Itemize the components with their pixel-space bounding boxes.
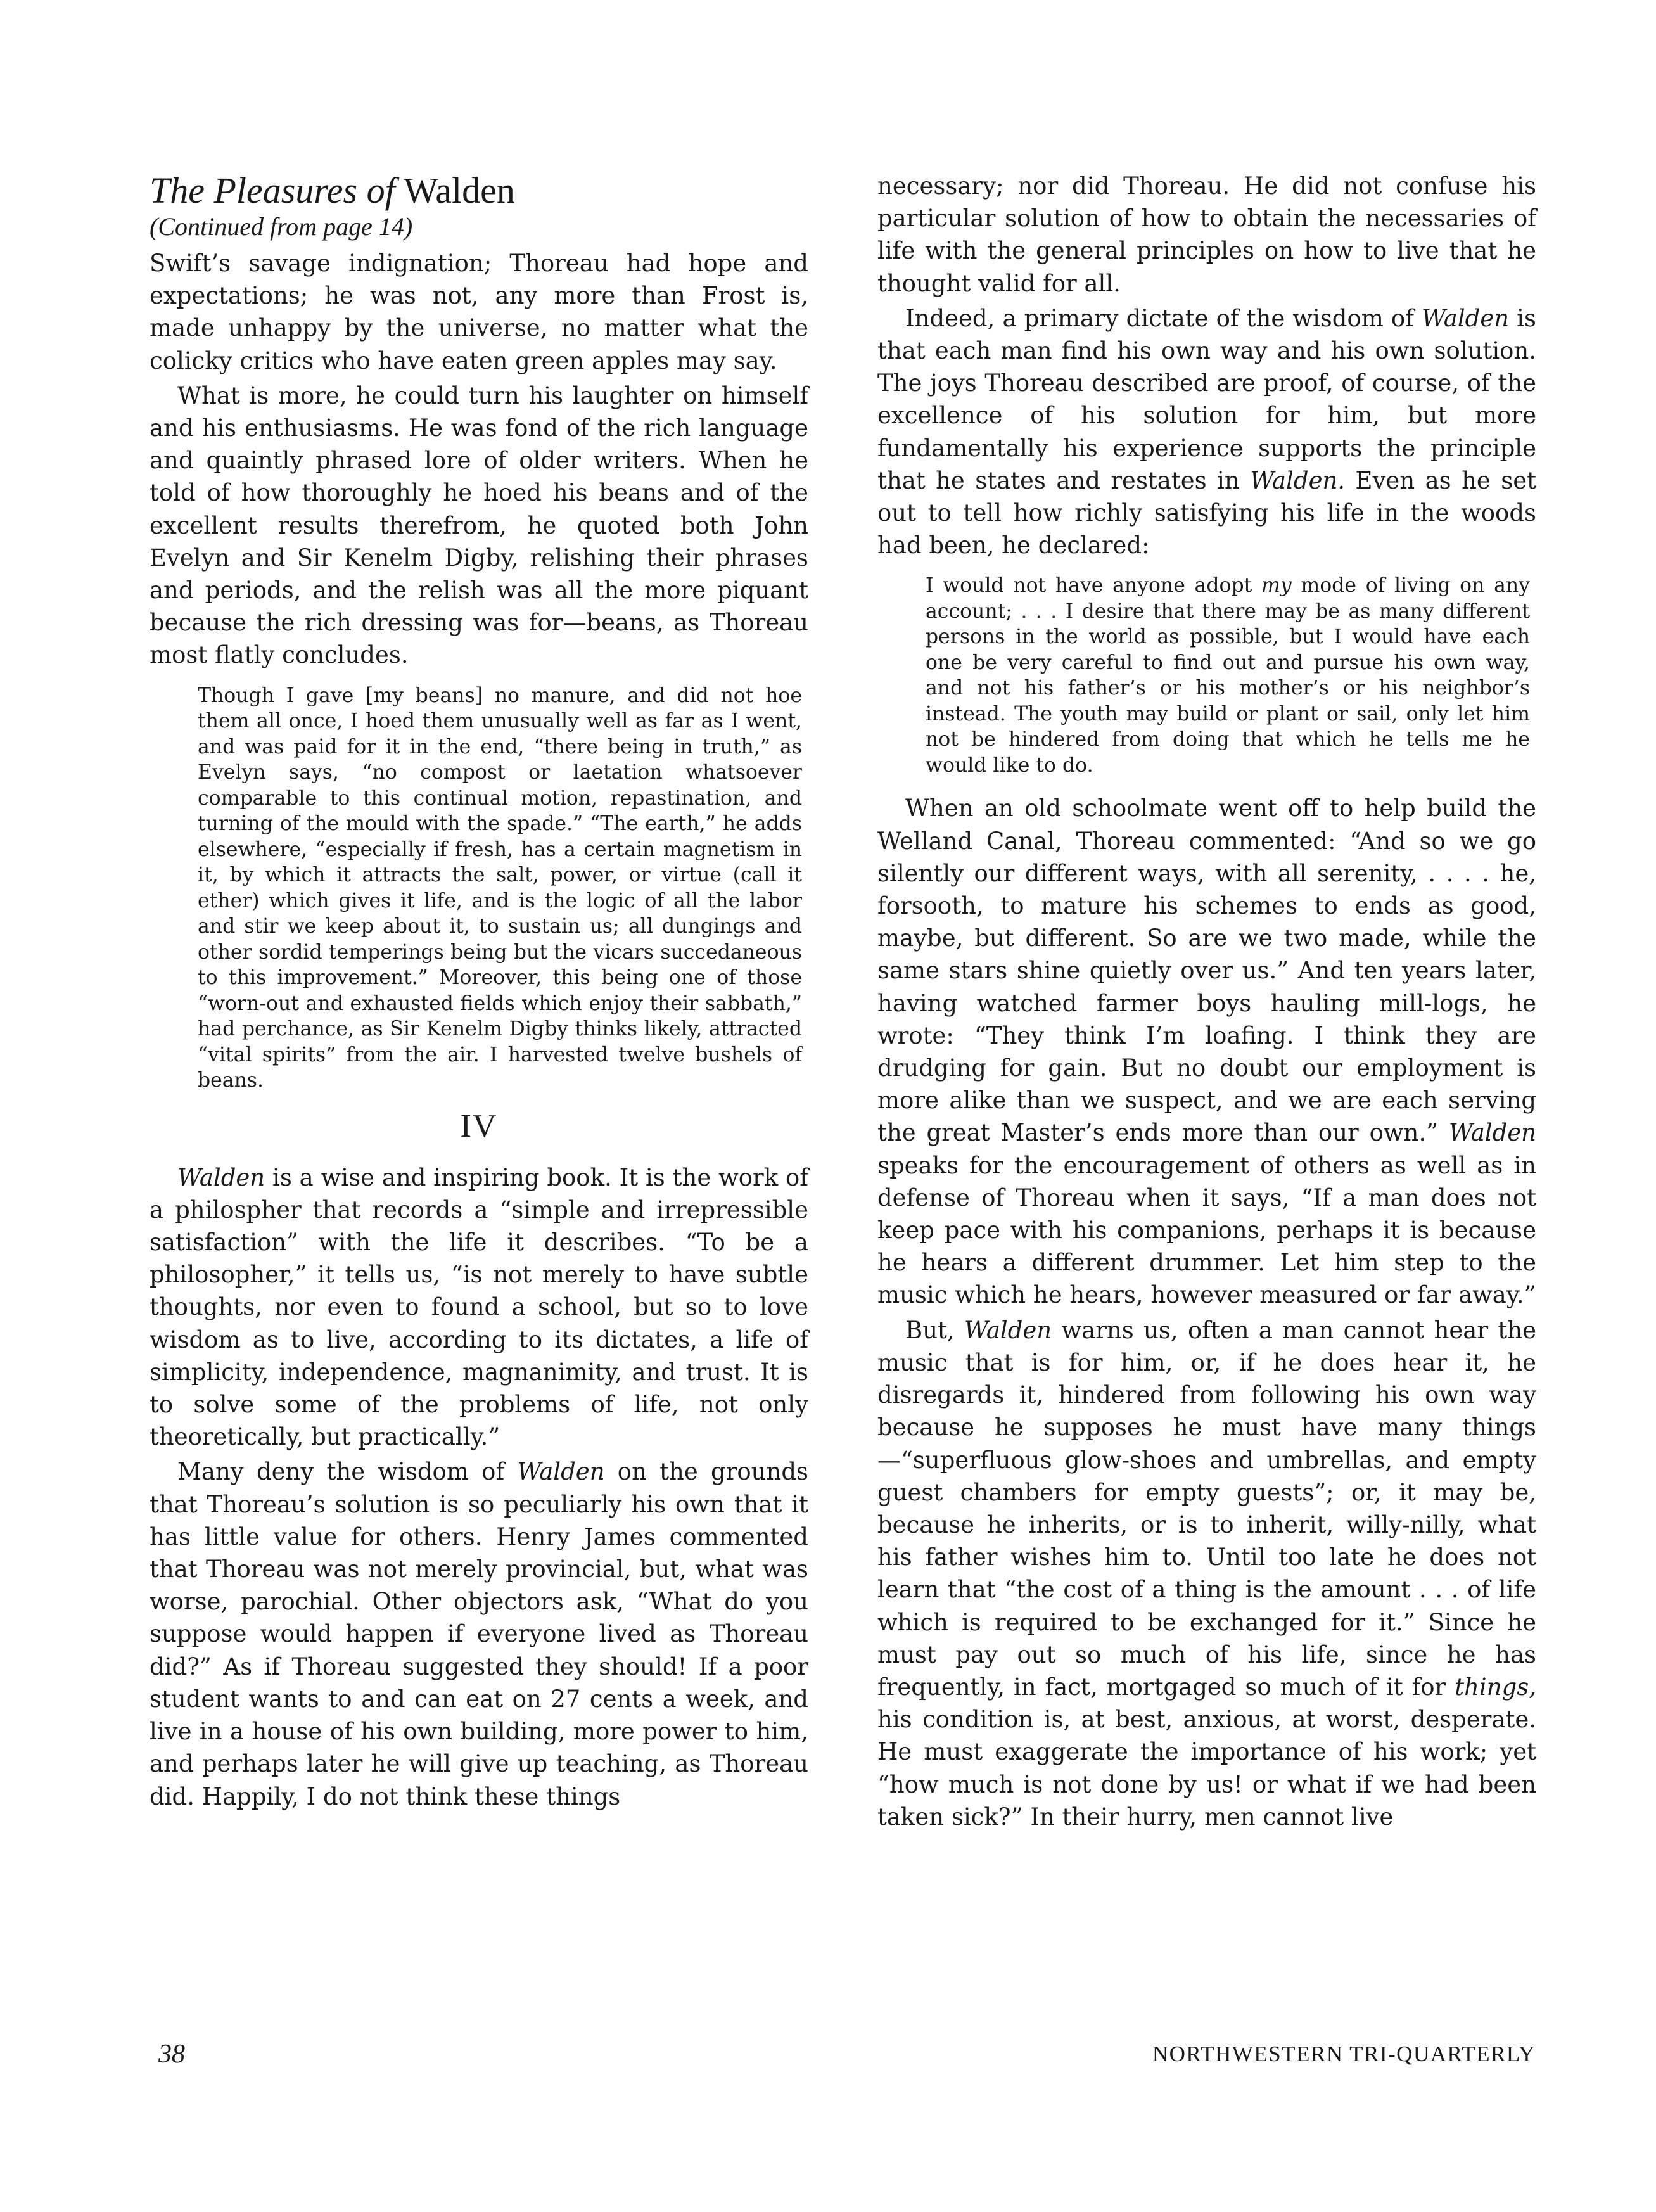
paragraph-left-3 bbox=[150, 1161, 808, 1454]
paragraph-right-4-text-a: But, bbox=[905, 1316, 964, 1344]
journal-name: NORTHWESTERN TRI-QUARTERLY bbox=[1152, 2042, 1536, 2066]
paragraph-left-4-text-a: Many deny the wisdom of bbox=[177, 1458, 518, 1486]
title-italic-part: The Pleasures of bbox=[150, 170, 395, 211]
paragraph-right-2-text-a: Indeed, a primary dictate of the wisdom of bbox=[905, 304, 1422, 332]
paragraph-left-1: Swift’s savage indignation; Thoreau had hope and expectations; he was not, any more than Frost is, made unhappy by the universe, no matter what the colicky critics who have eaten green apples may say. bbox=[150, 250, 808, 374]
walden-italic: Walden bbox=[964, 1316, 1052, 1344]
things-italic: things, bbox=[1455, 1673, 1536, 1701]
paragraph-left-3-text: is a wise and inspiring book. It is the work of a philospher that records a “simple and irrepressible satisfaction” with the life it describes. “To be a philosopher,” it tells us, “is not merely to have subtle thoughts, nor even to found a school, but so to love wisdom as to live, according to its dictates, a life of simplicity, independence, magnanimity, and trust. It is to solve some of the problems of life, not only theoretically, but practically.” bbox=[150, 1163, 808, 1451]
paragraph-right-2-text-c: Even as he set out to tell how richly satisfying his life in the woods had been, he declared: bbox=[877, 466, 1536, 559]
quote-text-a: I would not have anyone adopt bbox=[926, 574, 1261, 598]
block-quote-beans: Though I gave [my beans] no manure, and did not hoe them all once, I hoed them unusually well as far as I went, and was paid for it in the end, “there being in truth,” as Evelyn says, “no compost or laetation whatsoever comparable to this continual motion, repastination, and turning of the mould with the spade.” “The earth,” he adds elsewhere, “especially if fresh, has a certain magnetism in it, by which it attracts the salt, power, or virtue (call it ether) which gives it life, and is the logic of all the labor and stir we keep about it, to sustain us; all dungings and other sordid temperings being but the vicars succedaneous to this improvement.” Moreover, this being one of those “worn-out and exhausted fields which enjoy their sabbath,” had perchance, as Sir Kenelm Digby thinks likely, attracted “vital spirits” from the air. I harvested twelve bushels of beans. bbox=[198, 684, 802, 1092]
paragraph-right-2 bbox=[877, 302, 1536, 562]
paragraph-right-4-text-c: his condition is, at best, anxious, at worst, desperate. He must exaggerate the importance of his work; yet “how much is not done by us! or what if we had been taken sick?” In their hurry, men cannot live bbox=[877, 1706, 1536, 1831]
walden-italic: Walden bbox=[1421, 304, 1510, 332]
paragraph-right-3-text-a: When an old schoolmate went off to help build the Welland Canal, Thoreau commented: “And so we go silently our different ways, with all serenity, . . . . he, forsooth, to mature his schemes to ends as good, maybe, but different. So are we two made, while the same stars shine quietly over us.” And ten years later, having watched farmer boys hauling mill-logs, he wrote: “They think I’m loafing. I think they are drudging for gain. But no doubt our employment is more alike than we suspect, and we are each serving the great Master’s ends more than our own.” bbox=[877, 795, 1536, 1147]
walden-italic: Walden bbox=[177, 1163, 265, 1191]
my-italic: my bbox=[1261, 574, 1292, 598]
article-title bbox=[150, 170, 808, 212]
paragraph-left-4 bbox=[150, 1455, 808, 1812]
walden-italic: Walden bbox=[517, 1458, 605, 1486]
left-column bbox=[150, 170, 808, 1815]
continued-from-note: (Continued from page 14) bbox=[150, 212, 413, 241]
quote-text-b: mode of living on any account; . . . I desire that there may be as many different persons in the world as possible, but I would have each one be very careful to find out and pursue his own way, and not his father’s or his mother’s or his neighbor’s instead. The youth may build or plant or sail, only let him not be hindered from doing that which he tells me he would like to do. bbox=[926, 574, 1530, 777]
paragraph-left-2: What is more, he could turn his laughter on himself and his enthusiasms. He was fond of the rich language and quaintly phrased lore of older writers. When he told of how thoroughly he hoed his beans and of the excellent results therefrom, he quoted both John Evelyn and Sir Kenelm Digby, relishing their phrases and periods, and the relish was all the more piquant because the rich dressing was for—beans, as Thoreau most flatly concludes. bbox=[150, 381, 808, 669]
paragraph-left-4-text-b: on the grounds that Thoreau’s solution is so peculiarly his own that it has little value for others. Henry James commented that Thoreau was not merely provincial, but, what was worse, parochial. Other objectors ask, “What do you suppose would happen if everyone lived as Thoreau did?” As if Thoreau suggested they should! If a poor student wants to and can eat on 27 cents a week, and live in a house of his own building, more power to him, and perhaps later he will give up teaching, as Thoreau did. Happily, I do not think these things bbox=[150, 1458, 808, 1810]
section-heading-iv: IV bbox=[460, 1108, 498, 1144]
walden-italic: Walden. bbox=[1250, 466, 1346, 494]
paragraph-right-4 bbox=[877, 1314, 1536, 1833]
paragraph-right-4-text-b: warns us, often a man cannot hear the music that is for him, or, if he does hear it, he disregards it, hindered from following his own way because he supposes he must have many things—“superfluous glow-shoes and umbrellas, and empty guest chambers for empty guests”; or, it may be, because he inherits, or is to inherit, willy-nilly, what his father wishes him to. Until too late he does not learn that “the cost of a thing is the amount . . . of life which is required to be exchanged for it.” Since he must pay out so much of his life, since he has frequently, in fact, mortgaged so much of it for bbox=[877, 1316, 1536, 1701]
walden-italic: Walden bbox=[1448, 1119, 1536, 1147]
paragraph-right-3-text-b: speaks for the encouragement of others as well as in defense of Thoreau when it says, “If a man does not keep pace with his companions, perhaps it is because he hears a different drummer. Let him step to the music which he hears, however measured or far away.” bbox=[877, 1151, 1536, 1309]
paragraph-right-1: necessary; nor did Thoreau. He did not confuse his particular solution of how to obtain the necessaries of life with the general principles on how to live that he thought valid for all. bbox=[877, 172, 1536, 297]
title-walden: Walden bbox=[404, 170, 515, 211]
page-number: 38 bbox=[158, 2040, 185, 2069]
paragraph-right-2-text-b: is that each man find his own way and his own solution. The joys Thoreau described are proof, of course, of the excellence of his solution for him, but more fundamentally his experience supports the principle that he states and restates in bbox=[877, 304, 1536, 494]
block-quote-own-way bbox=[926, 573, 1530, 778]
right-column bbox=[877, 170, 1536, 1836]
paragraph-right-3 bbox=[877, 792, 1536, 1311]
